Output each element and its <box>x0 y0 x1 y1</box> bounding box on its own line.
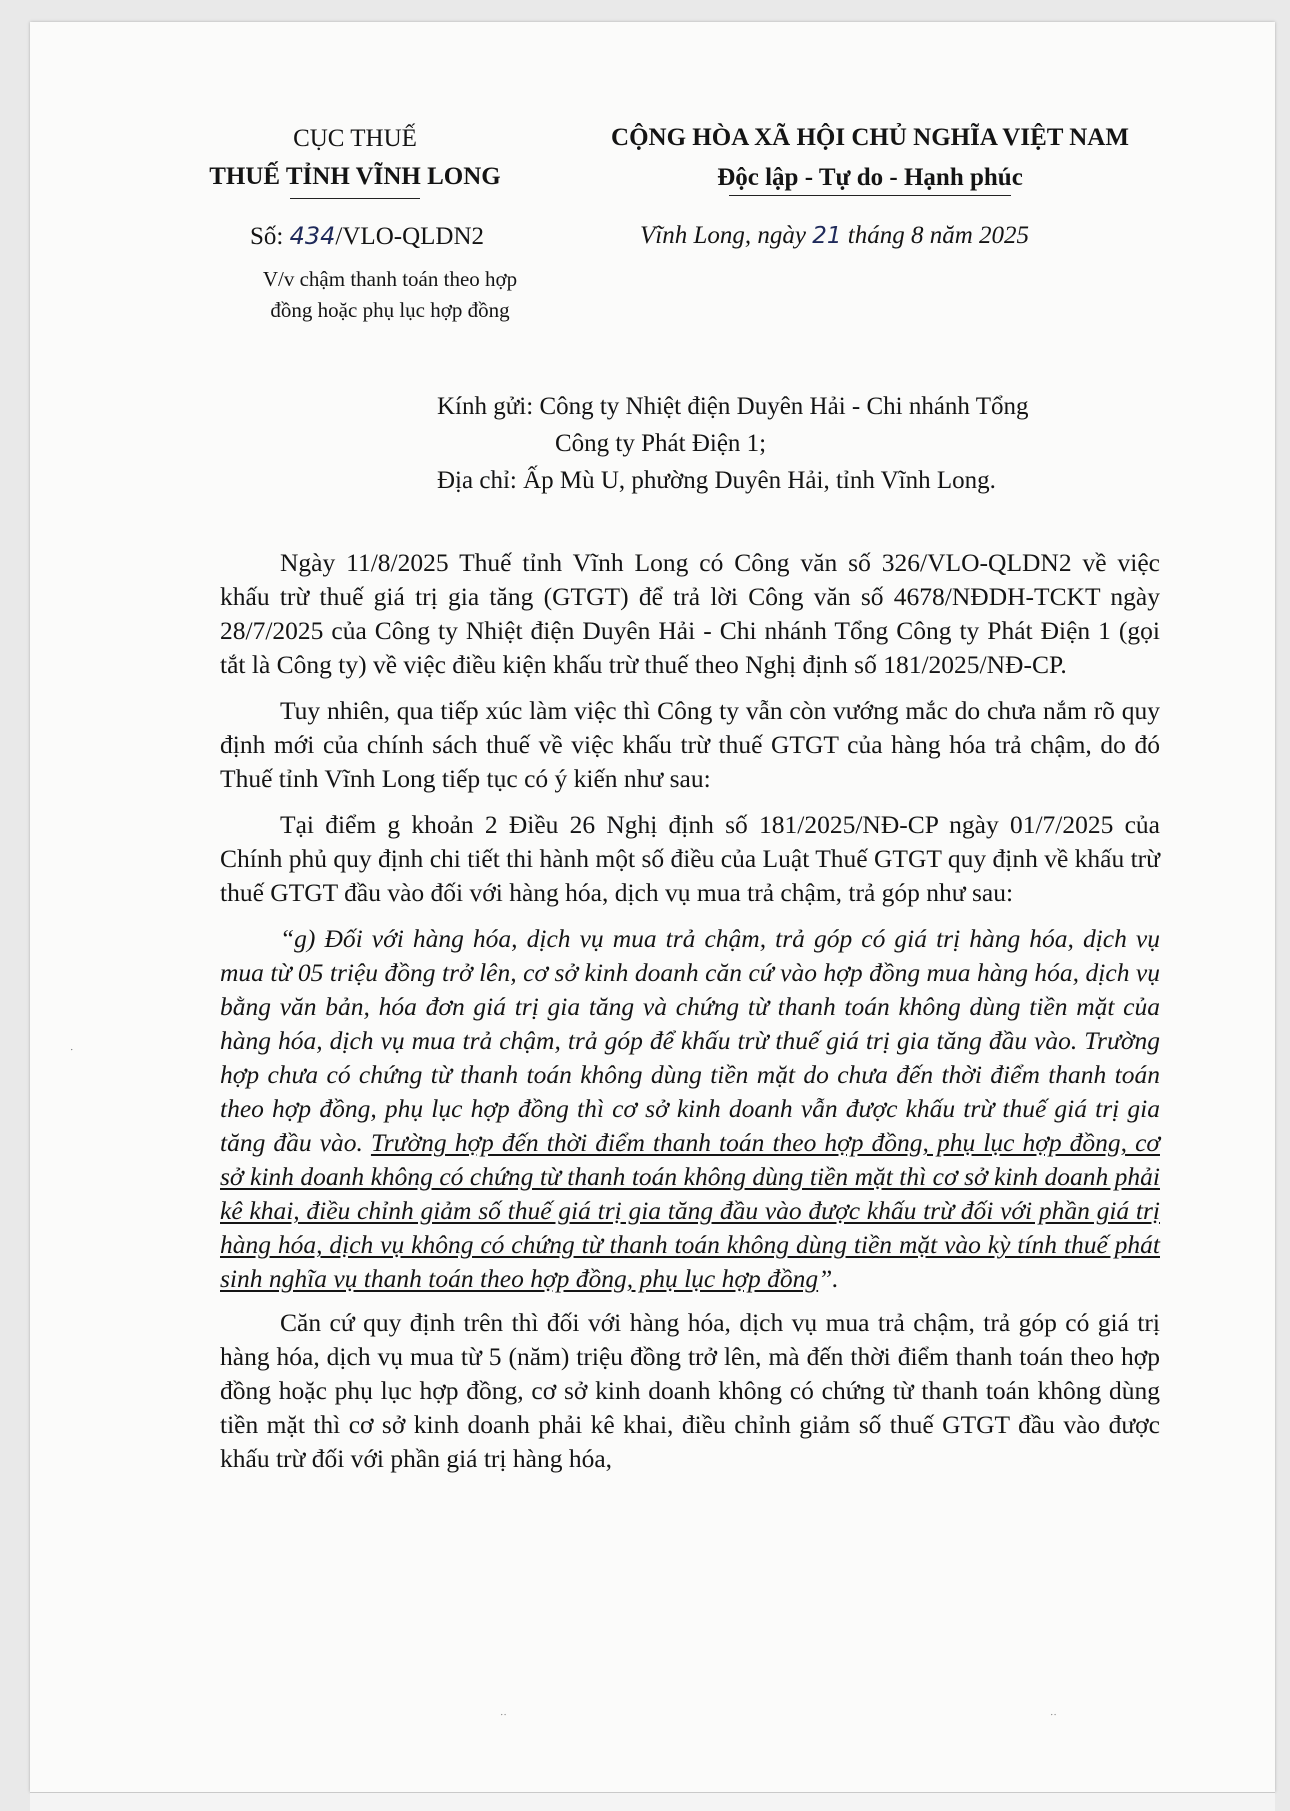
date-year-label: năm <box>929 222 973 249</box>
date-day: 21 <box>812 223 842 249</box>
doc-number-prefix: Số: <box>250 223 284 250</box>
document-number <box>250 218 484 255</box>
date-month-label: tháng <box>847 222 905 249</box>
letter-body <box>220 546 1160 1488</box>
doc-number-suffix: /VLO-QLDN2 <box>335 223 485 250</box>
document-date <box>640 218 1029 254</box>
quote-text: “g) Đối với hàng hóa, dịch vụ mua trả chậm, trả góp có giá trị hàng hóa, dịch vụ mua từ 05 triệu đồng trở lên, cơ sở kinh doanh căn cứ vào hợp đồng mua hàng hóa, dịch vụ bằng văn bản, hóa đơn giá trị gia tăng và chứng từ thanh toán không dùng tiền mặt của hàng hóa, dịch vụ mua trả chậm, trả góp để khấu trừ thuế giá trị gia tăng đầu vào. Trường hợp chưa có chứng từ thanh toán không dùng tiền mặt do chưa đến thời điểm thanh toán theo hợp đồng, phụ lục hợp đồng thì cơ sở kinh doanh vẫn được khấu trừ thuế giá trị gia tăng đầu vào. <box>220 924 1160 1157</box>
scan-speck: ⋅⋅ <box>1050 1710 1057 1721</box>
quote-underlined-text: Trường hợp đến thời điểm thanh toán theo hợp đồng, phụ lục hợp đồng, cơ sở kinh doanh không có chứng từ thanh toán không dùng tiền mặt thì cơ sở kinh doanh phải kê khai, điều chỉnh giảm số thuế giá trị gia tăng đầu vào được khấu trừ đối với phần giá trị hàng hóa, dịch vụ không có chứng từ thanh toán không dùng tiền mặt vào kỳ tính thuế phát sinh nghĩa vụ thanh toán theo hợp đồng, phụ lục hợp đồng <box>220 1128 1160 1293</box>
issuing-agency-block <box>205 120 505 196</box>
subject-line <box>220 264 560 326</box>
quoted-regulation <box>220 922 1160 1296</box>
paragraph-3: Tại điểm g khoản 2 Điều 26 Nghị định số 181/2025/NĐ-CP ngày 01/7/2025 của Chính phủ quy định chi tiết thi hành một số điều của Luật Thuế GTGT quy định về khấu trừ thuế GTGT đầu vào đối với hàng hóa, dịch vụ mua trả chậm, trả góp như sau: <box>220 810 1160 907</box>
recipient-line-2: Công ty Phát Điện 1; <box>555 430 767 457</box>
scan-speck: ⋅⋅ <box>500 1710 507 1721</box>
country-name: CỘNG HÒA XÃ HỘI CHỦ NGHĨA VIỆT NAM <box>611 124 1129 151</box>
national-heading-block <box>570 118 1170 198</box>
recipient-address: Địa chỉ: Ấp Mù U, phường Duyên Hải, tỉnh Vĩnh Long. <box>437 467 996 494</box>
recipient-line-1: Kính gửi: Công ty Nhiệt điện Duyên Hải - Chi nhánh Tổng <box>437 393 1029 420</box>
subject-line-1: V/v chậm thanh toán theo hợp <box>262 267 518 291</box>
date-year: 2025 <box>979 222 1030 249</box>
paragraph-2: Tuy nhiên, qua tiếp xúc làm việc thì Công ty vẫn còn vướng mắc do chưa nắm rõ quy định mới của chính sách thuế về việc khấu trừ thuế GTGT của hàng hóa trả chậm, do đó Thuế tỉnh Vĩnh Long tiếp tục có ý kiến như sau: <box>220 696 1160 793</box>
agency-separator-line <box>290 198 420 199</box>
subject-line-2: đồng hoặc phụ lục hợp đồng <box>270 298 510 322</box>
next-page-edge <box>30 1792 1275 1811</box>
date-place: Vĩnh Long, ngày <box>640 222 806 249</box>
quote-end: ”. <box>818 1264 839 1293</box>
doc-number-handwritten: 434 <box>289 222 336 250</box>
recipient-block <box>437 388 1157 499</box>
paragraph-4: Căn cứ quy định trên thì đối với hàng hóa, dịch vụ mua trả chậm, trả góp có giá trị hàng hóa, dịch vụ mua từ 5 (năm) triệu đồng trở lên, mà đến thời điểm thanh toán theo hợp đồng hoặc phụ lục hợp đồng, cơ sở kinh doanh không có chứng từ thanh toán không dùng tiền mặt thì cơ sở kinh doanh phải kê khai, điều chỉnh giảm số thuế GTGT đầu vào được khấu trừ đối với phần giá trị hàng hóa, <box>220 1308 1160 1473</box>
date-month: 8 <box>910 222 924 249</box>
paragraph-1: Ngày 11/8/2025 Thuế tỉnh Vĩnh Long có Công văn số 326/VLO-QLDN2 về việc khấu trừ thuế giá trị gia tăng (GTGT) để trả lời Công văn số 4678/NĐDH-TCKT ngày 28/7/2025 của Công ty Nhiệt điện Duyên Hải - Chi nhánh Tổng Công ty Phát Điện 1 (gọi tắt là Công ty) về việc điều kiện khấu trừ thuế theo Nghị định số 181/2025/NĐ-CP. <box>220 548 1160 679</box>
scan-speck: ⋅ <box>70 1045 74 1056</box>
national-motto: Độc lập - Tự do - Hạnh phúc <box>717 158 1023 198</box>
agency-parent: CỤC THUẾ <box>293 125 417 152</box>
agency-name: THUẾ TỈNH VĨNH LONG <box>209 163 501 190</box>
